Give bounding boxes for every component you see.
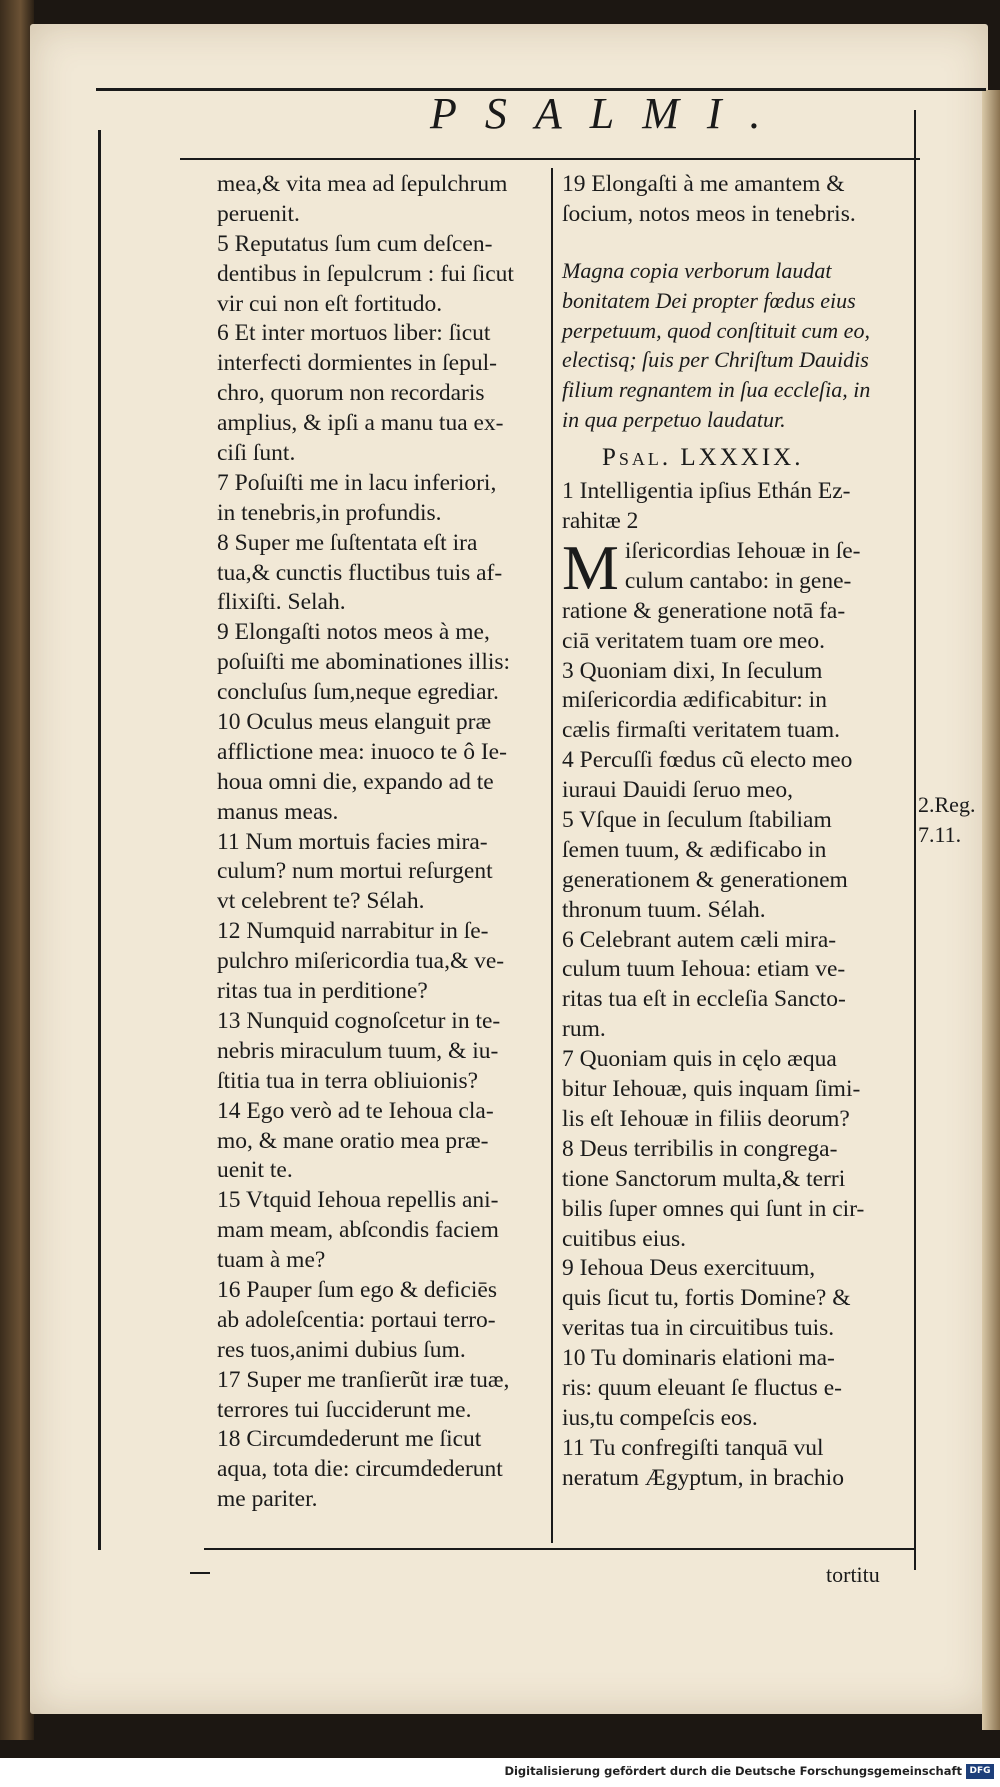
argument-line: electisq; ſuis per Chriſtum Dauidis [562,347,869,373]
text-line: cælis firmaſti veritatem tuam. [562,717,841,744]
text-line: mo, & mane oratio mea præ- [217,1127,489,1154]
text-line: 9 Iehoua Deus exercituum, [562,1255,816,1282]
text-line: 6 Celebrant autem cæli mira- [562,926,837,953]
right-border [914,110,916,1570]
text-line: res tuos,animi dubius ſum. [217,1336,466,1363]
text-line: tua,& cunctis fluctibus tuis af- [217,559,503,586]
text-line: 7 Poſuiſti me in lacu inferiori, [217,469,497,496]
text-line: peruenit. [217,200,300,227]
text-line: quis ſicut tu, fortis Domine? & [562,1285,851,1312]
text-line: 4 Percuſſi fœdus cũ electo meo [562,747,853,774]
text-line: concluſus ſum,neque egrediar. [217,679,499,706]
title-line: 1 Intelligentia ipſius Ethán Ez- [562,478,851,505]
spacer [562,230,912,256]
right-column [562,170,912,1494]
dropcap-block [562,537,912,597]
text-line: 16 Pauper ſum ego & deficiēs [217,1276,497,1303]
text-line: veritas tua in circuitibus tuis. [562,1315,835,1342]
left-border [98,130,101,1550]
text-line: generationem & generationem [562,866,848,893]
text-line: 11 Num mortuis facies mira- [217,828,488,855]
dropcap-letter: M [562,536,619,597]
text-line: flixiſti. Selah. [217,589,346,616]
catchword: tortitu [826,1562,880,1587]
text-line: 5 Reputatus ſum cum deſcen- [217,230,493,257]
text-line: ratione & generatione notā fa- [562,597,846,624]
text-line: uenit te. [217,1157,293,1184]
text-line: ius,tu compeſcis eos. [562,1404,758,1431]
bottom-outer-rule [190,1572,210,1574]
text-line: vt celebrent te? Sélah. [217,888,425,915]
argument-line: in qua perpetuo laudatur. [562,407,786,433]
text-line: 15 Vtquid Iehoua repellis ani- [217,1187,499,1214]
text-line: tuam à me? [217,1247,326,1274]
text-line: dentibus in ſepulcrum : fui ſicut [217,260,514,287]
footer-credit: Digitalisierung gefördert durch die Deutsche Forschungsgemeinschaft [504,1764,962,1778]
text-line: culum cantabo: in gene- [624,567,852,594]
text-line: poſuiſti me abominationes illis: [217,649,511,676]
title-line: rahitæ 2 [562,507,639,534]
text-line: neratum Ægyptum, in brachio [562,1464,844,1491]
text-line: 5 Vſque in ſeculum ſtabiliam [562,807,832,834]
text-line: bitur Iehouæ, quis inquam ſimi- [562,1076,861,1103]
text-line: pulchro miſericordia tua,& ve- [217,948,505,975]
argument-line: filium regnantem in ſua eccleſia, in [562,377,871,403]
left-column [217,170,547,1515]
text-line: ſemen tuum, & ædificabo in [562,836,827,863]
text-line: in tenebris,in profundis. [217,499,442,526]
book-spine [0,0,34,1740]
text-line: cuitibus eius. [562,1225,687,1252]
argument-line: Magna copia verborum laudat [562,257,832,283]
text-line: 19 Elongaſti à me amantem & [562,171,845,197]
psalm-argument [562,256,912,435]
margin-note [918,790,975,850]
text-line: ris: quum eleuant ſe fluctus e- [562,1374,842,1401]
text-line: 17 Super me tranſierũt iræ tuæ, [217,1366,510,1393]
text-line: ciā veritatem tuam ore meo. [562,627,825,654]
text-line: bilis ſuper omnes qui ſunt in cir- [562,1195,865,1222]
text-line: manus meas. [217,798,339,825]
bottom-rule [204,1548,914,1550]
text-line: terrores tui ſucciderunt me. [217,1396,472,1423]
text-line: ciſi ſunt. [217,440,296,467]
text-line: mea,& vita mea ad ſepulchrum [217,171,508,197]
text-line: culum tuum Iehoua: etiam ve- [562,956,846,983]
text-line: 18 Circumdederunt me ſicut [217,1426,482,1453]
text-line: 11 Tu confregiſti tanquā vul [562,1434,824,1461]
head-rule [180,158,920,160]
text-line: 10 Oculus meus elanguit præ [217,709,492,736]
text-line: afflictione mea: inuoco te ô Ie- [217,738,507,765]
right-body-text [562,597,912,1494]
spacer [562,435,912,443]
text-line: vir cui non eſt fortitudo. [217,290,443,317]
text-line: 9 Elongaſti notos meos à me, [217,619,490,646]
text-line: ritas tua eſt in eccleſia Sancto- [562,986,846,1013]
text-line: amplius, & ipſi a manu tua ex- [217,410,504,437]
text-line: ſocium, notos meos in tenebris. [562,200,856,227]
text-line: iuraui Dauidi ſeruo meo, [562,777,794,804]
text-line: 8 Super me ſuſtentata eſt ira [217,529,478,556]
verse-19-block [562,170,912,230]
text-line: interfecti dormientes in ſepul- [217,350,497,377]
text-line: ritas tua in perditione? [217,978,428,1005]
text-line: 14 Ego verò ad te Iehoua cla- [217,1097,494,1124]
text-line: culum? num mortui reſurgent [217,858,493,885]
text-line: 7 Quoniam quis in cęlo æqua [562,1046,837,1073]
page-edge [982,90,1000,1730]
text-line: rum. [562,1016,606,1043]
argument-line: perpetuum, quod conſtituit cum eo, [562,317,870,343]
text-line: ab adoleſcentia: portaui terro- [217,1306,496,1333]
text-line: nebris miraculum tuum, & iu- [217,1037,499,1064]
text-line: houa omni die, expando ad te [217,768,494,795]
text-line: 8 Deus terribilis in congrega- [562,1135,838,1162]
text-line: aqua, tota die: circumdederunt [217,1456,503,1483]
psalm-title [562,477,912,537]
argument-line: bonitatem Dei propter fœdus eius [562,287,856,313]
text-line: thronum tuum. Sélah. [562,896,766,923]
text-line: lis eſt Iehouæ in filiis deorum? [562,1105,850,1132]
psalm-heading: Psal. LXXXIX. [602,444,804,472]
text-line: 13 Nunquid cognoſcetur in te- [217,1007,501,1034]
text-line: tione Sanctorum multa,& terri [562,1165,846,1192]
text-line: 6 Et inter mortuos liber: ſicut [217,320,491,347]
text-line: 12 Numquid narrabitur in ſe- [217,918,489,945]
text-line: chro, quorum non recordaris [217,380,485,407]
text-line: ſtitia tua in terra obliuionis? [217,1067,479,1094]
column-divider [551,168,553,1543]
margin-note-line: 2.Reg. [918,792,976,817]
dfg-logo: DFG [966,1764,994,1779]
text-line: mam meam, abſcondis faciem [217,1217,499,1244]
text-line: iſericordias Iehouæ in ſe- [624,537,861,564]
running-head: PSALMI. [430,89,789,138]
text-line: me pariter. [217,1486,318,1513]
text-line: 3 Quoniam dixi, In ſeculum [562,657,823,684]
text-line: miſericordia ædificabitur: in [562,687,827,714]
text-line: 10 Tu dominaris elationi ma- [562,1345,835,1372]
margin-note-line: 7.11. [918,822,962,847]
